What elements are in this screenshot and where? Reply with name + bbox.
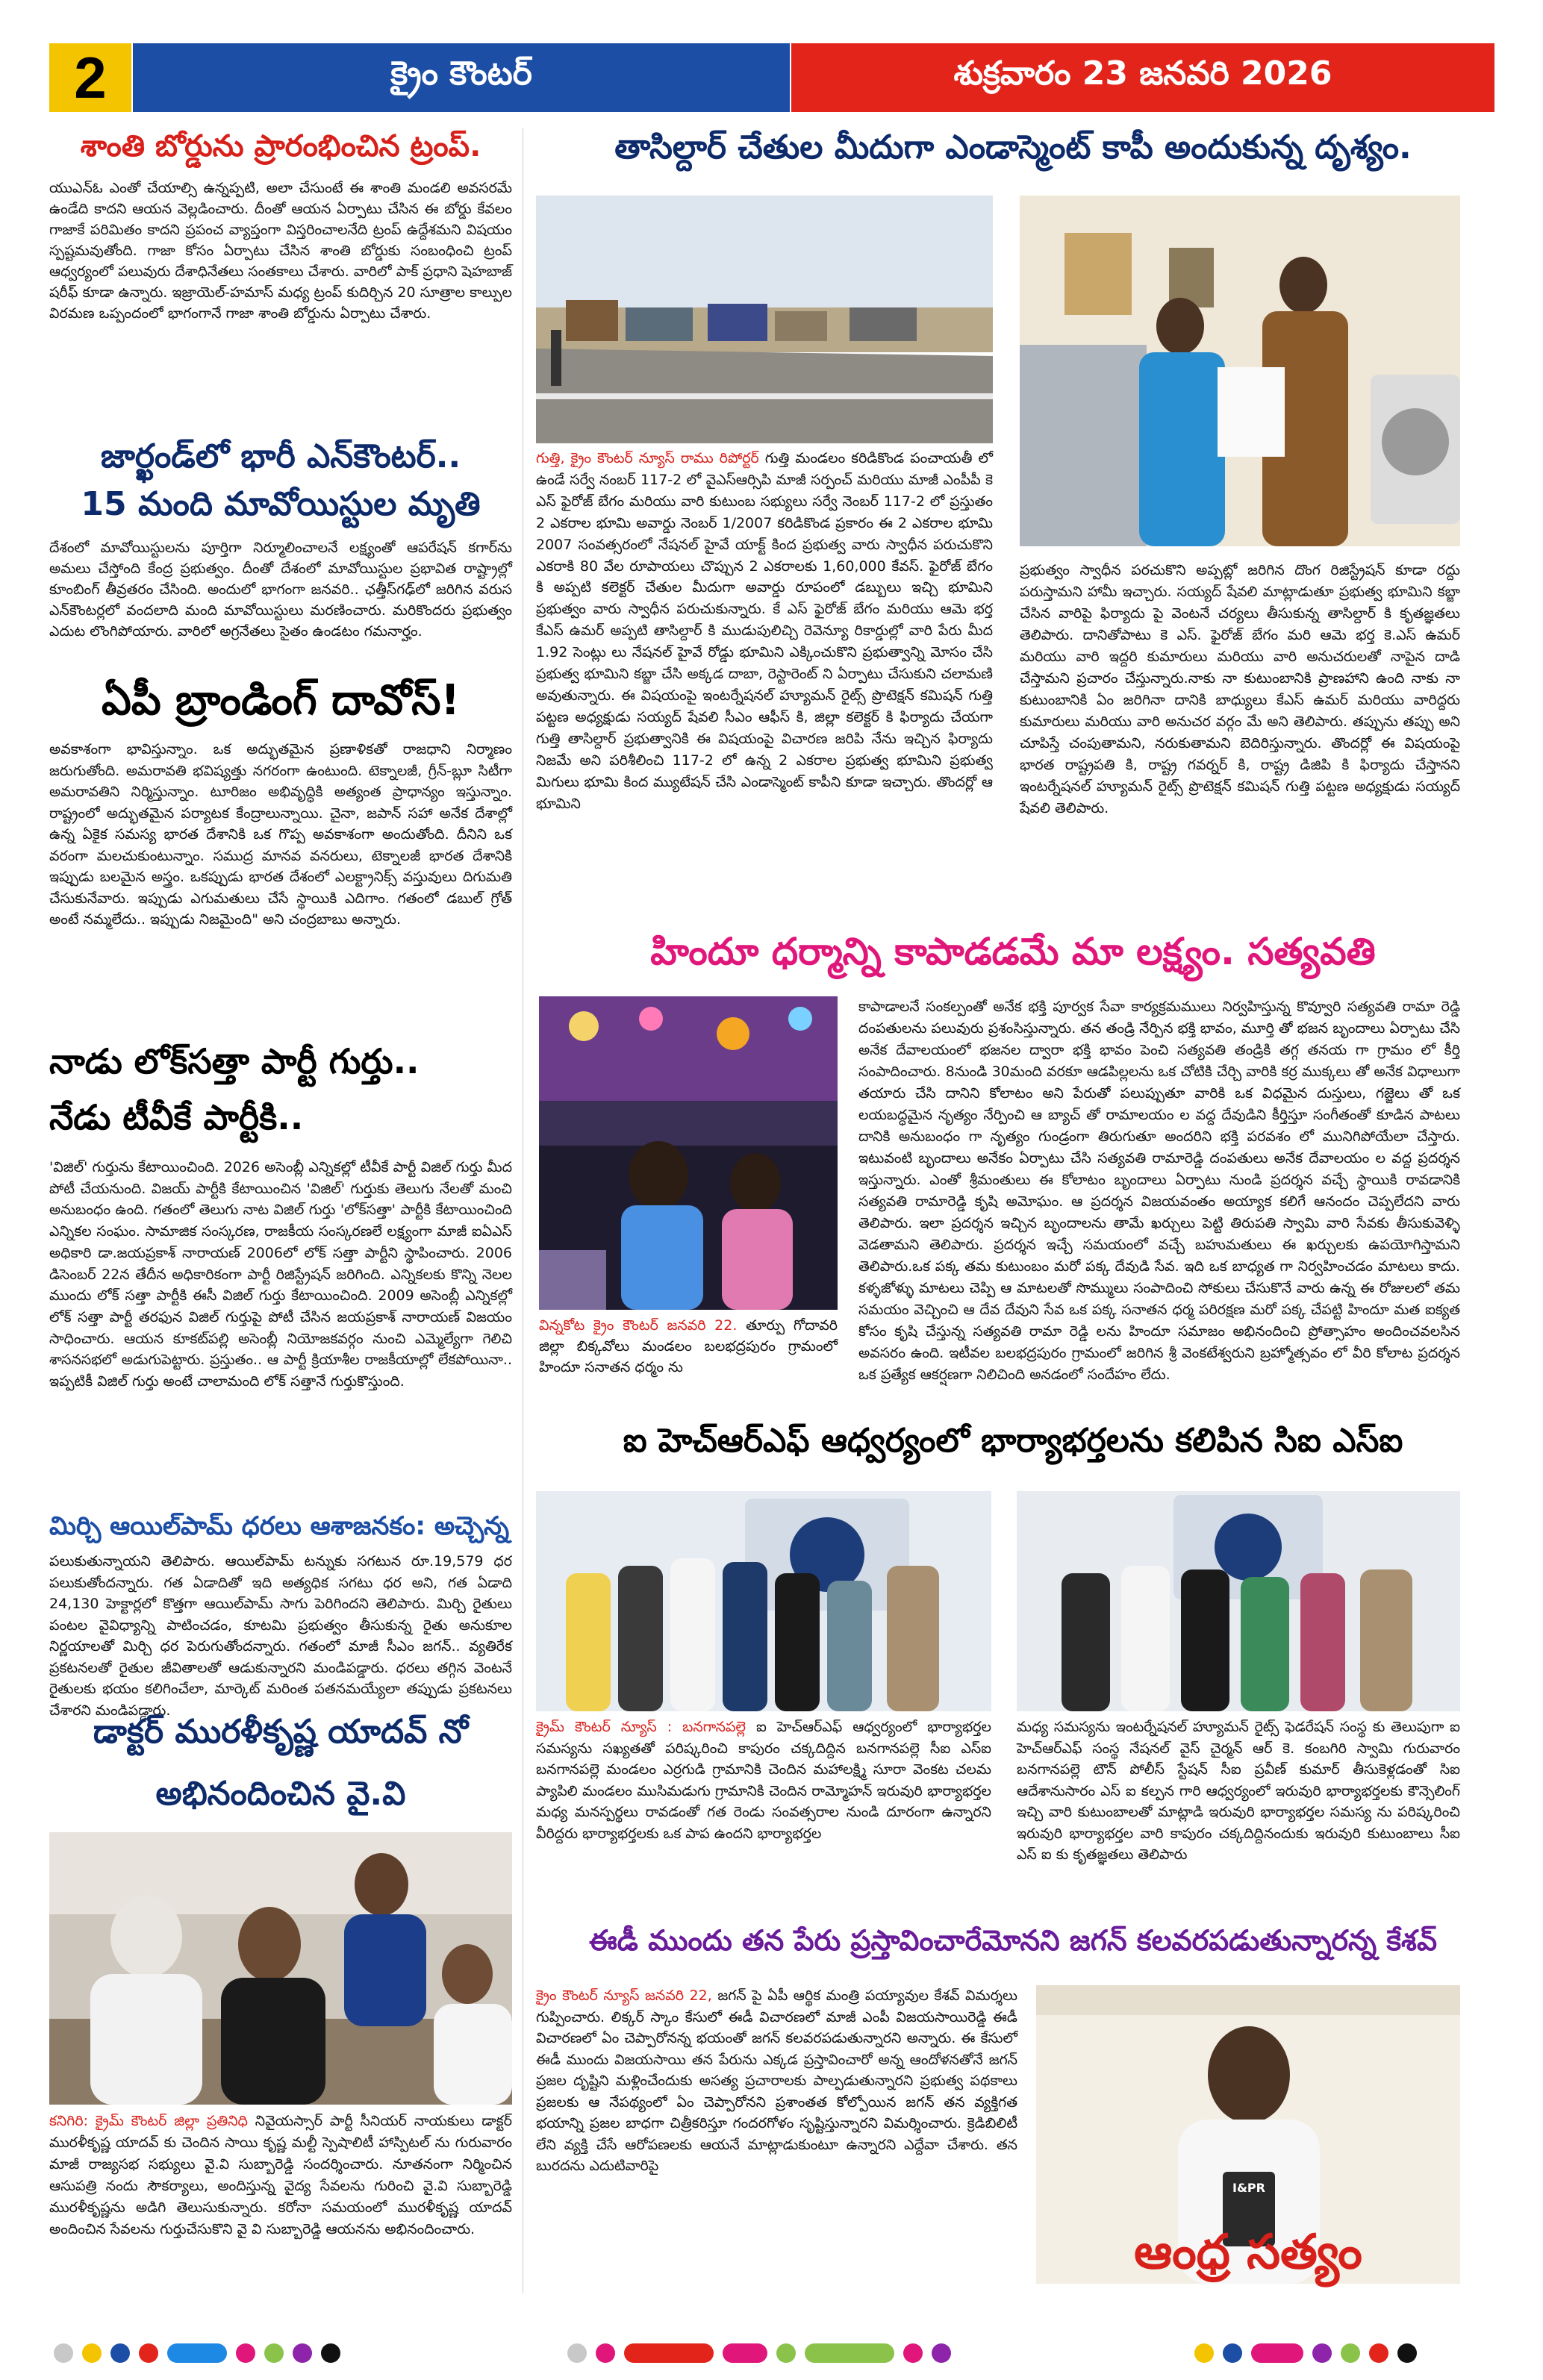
jharkhand-headline-1: జార్ఖండ్‌లో భారీ ఎన్‌కౌంటర్.. [100, 437, 461, 475]
hindu-headline: హిందూ ధర్మాన్ని కాపాడడమే మా లక్ష్యం. సత్యవతి [650, 930, 1376, 973]
footer-color-mark [903, 2343, 923, 2363]
footer-color-mark [596, 2343, 615, 2363]
footer-color-mark [776, 2343, 796, 2363]
footer-color-mark [1341, 2343, 1360, 2363]
footer-color-mark [139, 2343, 158, 2363]
mirchi-body: పలుకుతున్నాయని తెలిపారు. ఆయిల్‌పామ్ టన్నుకు సగటున రూ.19,579 ధర పలుకుతోందన్నారు. గత ఏడాదితో ఇది అత్యధిక సగటు ధర అని, గత ఏడాది 24,130 హెక్టార్లలో కొత్తగా ఆయిల్‌పామ్ సాగు పెరిగిందని తెలిపారు. మిర్చి రైతులు పంటల వైవిధ్యాన్ని పాటించడం, కూటమి ప్రభుత్వం తీసుకున్న రైతు అనుకూల నిర్ణయాలతో మిర్చి ధర పెరుగుతోందన్నారు. గతంలో మాజీ సీఎం జగన్.. వ్యతిరేక ప్రకటనలతో రైతుల జీవితాలతో ఆడుకున్నారని మండిపడ్డారు. ధరలు తగ్గిన వెంటనే రైతులకు భయం కలిగించేలా, మార్కెట్ మరింత పతనమయ్యేలా తప్పుడు ప్రకటనలు చేశారని మండిపడ్డారు. [49, 1553, 512, 1719]
jharkhand-body: దేశంలో మావోయిస్టులను పూర్తిగా నిర్మూలించాలనే లక్ష్యంతో ఆపరేషన్ కగార్‌ను అమలు చేస్తోంది కేంద్ర ప్రభుత్వం. దీంతో దేశంలో మావోయిస్టుల ప్రభావిత రాష్ట్రాల్లో కూంబింగ్ తీవ్రతరం చేసింది. అందులో భాగంగా జనవరి.. ఛత్తీస్‌గఢ్‌లో జరిగిన వరుస ఎన్‌కౌంటర్లలో వందలాది మంది మావోయిస్టులు మరణించారు. మరికొందరు ప్రభుత్వం ఎదుట లొంగిపోయారు. వారిలో అగ్రనేతలు సైతం ఉండటం గమనార్హం. [49, 540, 512, 640]
tahsildar-body-left [536, 448, 993, 925]
footer-color-mark [805, 2343, 894, 2363]
footer-color-mark [567, 2343, 587, 2363]
kolatam-photo [539, 996, 838, 1310]
footer-color-mark [54, 2343, 73, 2363]
murali-headline-1: డాక్టర్ మురళీకృష్ణ యాదవ్ నో [93, 1713, 469, 1751]
kolatam-photo-art [539, 996, 838, 1310]
footer-color-mark [264, 2343, 284, 2363]
footer-color-mark [236, 2343, 255, 2363]
footer-color-mark [110, 2343, 130, 2363]
endowment-handover-photo-art [1020, 196, 1460, 546]
jharkhand-headline-2: 15 మంది మావోయిస్టుల మృతి [81, 485, 481, 523]
loksatta-headline-1: నాడు లోక్‌సత్తా పార్టీ గుర్తు.. [49, 1041, 420, 1081]
murali-photo-art [49, 1832, 512, 2105]
highway-land-photo-art [536, 196, 993, 443]
ihrf-body-left-text: ఐ హెచ్ఆర్ఎఫ్ ఆధ్వర్యంలో భార్యాభర్తల సమస్యను సఖ్యతతో పరిష్కరించి కాపురం చక్కదిద్దిన బనగానపల్లె సీఐ ఎస్ఐ బనగానపల్లె మండలం ఎర్రగుడి గ్రామానికి చెందిన మహాలక్ష్మి సూరా వెంకట చలమ ప్యాపిలి మండలం ముసిమడుగు గ్రామానికి చెందిన రామ్మోహన్ ఇరువురి భార్యాభర్తల మధ్య మనస్పర్థలు రావడంతో గత రెండు సంవత్సరాల నుండి దూరంగా ఉన్నారని వీరిద్దరు భార్యాభర్తలకు ఒక పాప ఉందని భార్యాభర్తల [536, 1719, 991, 1842]
loksatta-headline-2: నేడు టీవీకే పార్టీకి.. [49, 1097, 304, 1137]
footer-color-mark [1397, 2343, 1417, 2363]
footer-color-mark [82, 2343, 102, 2363]
ihrf-body-right: మధ్య సమస్యను ఇంటర్నేషనల్ హ్యూమన్ రైట్స్ ఫెడరేషన్ సంస్థ కు తెలుపుగా ఐ హెచ్ఆర్ఎఫ్ సంస్థ నేషనల్ వైస్ చైర్మన్ ఆర్ కె. కంబగిరి స్వామి గురువారం బనగానపల్లె టౌన్ పోలీస్ స్టేషన్ సీఐ ప్రవీణ్ కుమార్ తీసుకెళ్లడంతో సిఐ ఆదేశానుసారం ఎస్ ఐ కల్పన గారి ఆధ్వర్యంలో ఇరువురి భార్యాభర్తలకు కౌన్సెలింగ్ ఇచ్చి వారి కుటుంబాలతో మాట్లాడి ఇరువురి భార్యాభర్తల సమస్య ను పరిష్కరించి ఇరువురి భార్యాభర్తల వారి కాపురం చక్కదిద్దినందుకు ఇరువురి కుటుంబాలు సీఐ ఎస్ ఐ కు కృతజ్ఞతలు తెలిపారు [1017, 1719, 1461, 1863]
tahsildar-body-left-text: గుత్తి మండలం కరిడికొండ పంచాయతీ లో ఉండే సర్వే నంబర్ 117-2 లో వైఎస్ఆర్సిపి మాజీ సర్పంచ్ మరియు మాజీ ఎంపీపీ కె ఎస్ ఫైరోజ్ బేగం మరియు వారి కుటుంబ సభ్యులు సర్వే నెంబర్ 117-2 లో ప్రస్తుతం 2 ఎకరాల భూమి అవార్డు నెంబర్ 1/2007 కరిడికొండ ప్రకారం ఈ 2 ఎకరాల భూమి 2007 సంవత్సరంలో నేషనల్ హైవే యాక్ట్ కింద ప్రభుత్వ వారు స్వాధీన పరుచుకొని ఎకరాకి 80 వేల రూపాయలు చొప్పున 2 ఎకరాలకు 1,60,000 కేవస్. ఫైరోజ్ బేగం కి అప్పటి కలెక్టర్ చేతుల మీదుగా అవార్డు రూపంలో డబ్బులు ఇచ్చి భూమిని ప్రభుత్వం వారు స్వాధీన పరుచుకున్నారు. కే ఎస్ ఫైరోజ్ బేగం మరియు ఆమె భర్త కేఎస్ ఉమర్ అప్పటి తాసిల్దార్ కి ముడుపులిచ్చి రెవెన్యూ రికార్డుల్లో వారి పేరు మీద 1.92 సెంట్లు లు నేషనల్ హైవే రోడ్డు భూమిని ఎక్కించుకొని ప్రభుత్వాన్ని మోసం చేసి ప్రభుత్వ భూమిని కబ్జా చేసి అక్కడ దాబా, రెస్టారెంట్ ని ఏర్పాటు చేసుకుని చలామణి అవుతున్నారు. ఈ విషయంపై ఇంటర్నేషనల్ హ్యూమన్ రైట్స్ ప్రొటెక్షన్ కమిషన్ గుత్తి పట్టణ అధ్యక్షుడు సయ్యద్ షేవలి సీఎం ఆఫీస్ కి, జిల్లా కలెక్టర్ కి ఫిర్యాదు చేయగా గుత్తి తాసిల్దార్ ప్రభుత్వానికి ఈ విషయంపై విచారణ జరిపి నేను ఇచ్చిన ఫిర్యాదు నిజమే అని పరిశీలించి 117-2 లో ఉన్న 2 ఎకరాల ప్రభుత్వ భూమిని ప్రభుత్వ మిగులు భూమి కింద మ్యుటేషన్ చేసి ఎండాస్మెంట్ కాపీని కూడా ఇచ్చారు. తొందర్లో ఆ భూమిని [536, 450, 993, 812]
footer-color-mark [1194, 2343, 1214, 2363]
tahsildar-headline: తాసిల్దార్ చేతుల మీదుగా ఎండాస్మెంట్ కాపీ అందుకున్న దృశ్యం. [614, 128, 1412, 166]
footer-color-mark [1251, 2343, 1303, 2363]
footer-color-mark [1369, 2343, 1388, 2363]
tahsildar-body-right: ప్రభుత్వం స్వాధీన పరచుకొని అప్పట్లో జరిగిన దొంగ రిజిస్ట్రేషన్ కూడా రద్దు పరుస్తామని హామీ ఇచ్చారు. సయ్యద్ షేవలి మాట్లాడుతూ ప్రభుత్వ భూమిని కబ్జా చేసిన వారిపై ఫిర్యాదు పై వెంటనే చర్యలు తీసుకున్న తాసిల్దార్ కి కృతజ్ఞతలు తెలిపారు. దానితోపాటు కె ఎస్. ఫైరోజ్ బేగం మరి ఆమె భర్త కె.ఎస్ ఉమర్ మరియు వారి ఇద్దరి కుమారులు మరియు వారి అనుచరులతో నాపైన దాడి చేస్తామని ప్రచారం చేస్తున్నారు.నాకు నా కుటుంబానికి ప్రాణహాని ఉంది నాకు నా కుటుంబానికి ఏం జరిగినా దానికి బాధ్యులు కేఎస్ ఉమర్ మరియు వారిద్దరు కుమారులు మరియు వారి అనుచర వర్గం మే అని తెలిపారు. తప్పును తప్పు అని చూపిస్తే చంపుతామని, నరుకుతామని బెదిరిస్తున్నారు. తొందర్లో ఈ విషయంపై భారత రాష్ట్రపతి కి, రాష్ట్ర గవర్నర్ కి, రాష్ట్ర డిజిపి కి ఫిర్యాదు చేస్తానని ఇంటర్నేషనల్ హ్యూమన్ రైట్స్ ప్రొటెక్షన్ కమిషన్ గుత్తి పట్టణ అధ్యక్షుడు సయ్యద్ షేవలి తెలిపారు. [1020, 562, 1460, 816]
press-meet-photo [1036, 1985, 1460, 2284]
ihrf-photo-right-art [1017, 1491, 1460, 1711]
ihrf-headline: ఐ హెచ్ఆర్ఎఫ్ ఆధ్వర్యంలో భార్యాభర్తలను కలిపిన సిఐ ఎస్ఐ [623, 1422, 1403, 1460]
murali-caption-lead: కనిగిరి: క్రైమ్ కౌంటర్ జిల్లా ప్రతినిధి [49, 2113, 248, 2129]
hindu-caption [539, 1315, 838, 1427]
press-banner-text: ఆంధ్ర సత్యం [1134, 2225, 1362, 2280]
ed-jagan-caption-lead: క్రైం కౌంటర్ న్యూస్ జనవరి 22, [536, 1987, 712, 2004]
tahsildar-caption-lead: గుత్తి, క్రైం కౌంటర్ న్యూస్ రాము రిపోర్టర్ [536, 450, 759, 466]
trump-headline: శాంతి బోర్డును ప్రారంభించిన ట్రంప్. [80, 129, 481, 163]
ihrf-photo-left [536, 1491, 991, 1711]
ap-davos-body: అవకాశంగా భావిస్తున్నాం. ఒక అద్భుతమైన ప్రణాళికతో రాజధాని నిర్మాణం జరుగుతోంది. అమరావతి భవిష్యత్తు నగరంగా ఉంటుంది. టెక్నాలజీ, గ్రీన్-బ్లూ సిటీగా అమరావతిని నిర్మిస్తున్నాం. టూరిజం అభివృద్ధికి అత్యంత ప్రాధాన్యం ఇస్తున్నాం. రాష్ట్రంలో అద్భుతమైన పర్యాటక కేంద్రాలున్నాయి. చైనా, జపాన్ సహా అనేక దేశాల్లో ఉన్న ఏకైక సమస్య భారత దేశానికి ఒక గొప్ప అవకాశంగా అందుతోంది. దీనిని ఒక వరంగా మలచుకుంటున్నాం. సముద్ర మానవ వనరులు, టెక్నాలజీ భారత దేశానికి ఇప్పుడు బలమైన అస్త్రం. ఒకప్పుడు భారత దేశంలో ఎలక్ట్రానిక్స్ వస్తువులు దిగుమతి చేసుకునేవారు. ఇప్పుడు ఎగుమతులు చేసే స్థాయికి ఎదిగాం. గతంలో డబుల్ గ్రోత్ అంటే నమ్మలేదు.. ఇప్పుడు నిజమైంది" అని చంద్రబాబు అన్నారు. [49, 741, 512, 928]
footer-color-mark [1312, 2343, 1332, 2363]
murali-photo [49, 1832, 512, 2105]
ihrf-photo-left-art [536, 1491, 991, 1711]
ed-jagan-body [536, 1985, 1017, 2284]
endowment-handover-photo [1020, 196, 1460, 546]
loksatta-body: 'విజిల్' గుర్తును కేటాయించింది. 2026 అసెంబ్లీ ఎన్నికల్లో టీవీకే పార్టీ విజిల్ గుర్తు మీద పోటీ చేయనుంది. విజయ్ పార్టీకి కేటాయించిన 'విజిల్' గుర్తుకు తెలుగు నేలతో మంచి అనుబంధం ఉంది. గతంలో తెలుగు నాట విజిల్ గుర్తు 'లోక్‌సత్తా' పార్టీకి కేటాయించింది ఎన్నికల సంఘం. సామాజిక సంస్కరణ, రాజకీయ సంస్కరణలే లక్ష్యంగా మాజీ ఐఏఎస్ అధికారి డా.జయప్రకాశ్ నారాయణ్ 2006లో లోక్ సత్తా పార్టీని స్థాపించారు. 2006 డిసెంబర్ 22న తేదీన అధికారికంగా పార్టీ రిజిస్ట్రేషన్ జరిగింది. ఎన్నికలకు కొన్ని నెలల ముందు లోక్ సత్తా పార్టీకి ఈసీ విజిల్ గుర్తు కేటాయించింది. 2009 అసెంబ్లీ ఎన్నికల్లో లోక్ సత్తా పార్టీ తరఫున విజిల్ గుర్తుపై పోటీ చేసిన జయప్రకాశ్ నారాయణ్ విజయం సాధించారు. ఆయన కూకట్‌పల్లి అసెంబ్లీ నియోజకవర్గం నుంచి ఎమ్మెల్యేగా గెలిచి శాసనసభలో అడుగుపెట్టారు. ప్రస్తుతం.. ఆ పార్టీ క్రియాశీల రాజకీయాల్లో లేకపోయినా.. ఇప్పటికీ విజిల్ గుర్తు అంటే చాలామంది లోక్ సత్తానే గుర్తుకొస్తుంది. [49, 1159, 512, 1390]
murali-headline-2: అభినందించిన వై.వి [155, 1775, 406, 1813]
ed-jagan-body-text: జగన్ పై ఏపీ ఆర్థిక మంత్రి పయ్యావుల కేశవ్ విమర్శలు గుప్పించారు. లిక్కర్ స్కాం కేసులో ఈడీ విచారణలో మాజీ ఎంపీ విజయసాయిరెడ్డి ఈడీ విచారణలో ఏం చెప్పారోనన్న భయంతో జగన్ కలవరపడుతున్నారని అన్నారు. ఈ కేసులో ఈడీ ముందు విజయసాయి తన పేరును ఎక్కడ ప్రస్తావించారో అన్న ఆందోళనతోనే జగన్ ప్రజల దృష్టిని మళ్లించేందుకు అసత్య ప్రచారాలకు పాల్పడుతున్నారని ప్రభుత్వ పథకాలు ప్రజలకు ఆ నేపథ్యంలో ఏం చెప్పారోనని ప్రశాంతత కోల్పోయిన జగన్ తన వ్యక్తిగత భయాన్ని ప్రజల బాధగా చిత్రీకరిస్తూ గందరగోళం సృష్టిస్తున్నారని విమర్శించారు. క్రెడిబిలిటీ లేని వ్యక్తి చేసే ఆరోపణలకు ఆయనే మాట్లాడుకుంటూ ఉన్నారని ఎద్దేవా చేశారు. తన బురదను ఎదుటివారిపై [536, 1987, 1017, 2174]
mirchi-headline: మిర్చి ఆయిల్‌పామ్ ధరలు ఆశాజనకం: అచ్చెన్న [49, 1511, 510, 1541]
ihrf-photo-right [1017, 1491, 1460, 1711]
footer-color-mark [624, 2343, 714, 2363]
ed-jagan-headline: ఈడీ ముందు తన పేరు ప్రస్తావించారేమోనని జగన్ కలవరపడుతున్నారన్న కేశవ్ [589, 1924, 1437, 1957]
murali-body-text: నివైయస్సార్ పార్టీ సీనియర్ నాయకులు డాక్టర్ మురళీకృష్ణ యాదవ్ కు చెందిన సాయి కృష్ణ మల్టీ స్పెషాలిటీ హాస్పిటల్ ను గురువారం మాజీ రాజ్యసభ సభ్యులు వై.వి సుబ్బారెడ్డి సందర్శించారు. నూతనంగా నిర్మించిన ఆసుపత్రి నందు సౌకర్యాలు, అందిస్తున్న వైద్య సేవలను గురించి వై.వి సుబ్బారెడ్డి మురళీకృష్ణను అడిగి తెలుసుకున్నారు. కరోనా సమయంలో మురళీకృష్ణ యాదవ్ అందించిన సేవలను గుర్తుచేసుకొని వై వి సుబ్బారెడ్డి ఆయనను అభినందించారు. [49, 2113, 512, 2237]
podium-label: I&PR [1232, 2181, 1265, 2195]
highway-land-photo [536, 196, 993, 443]
murali-body [49, 2111, 512, 2312]
ap-davos-headline: ఏపీ బ్రాండింగ్ దావోస్! [102, 676, 460, 725]
footer-color-mark [932, 2343, 951, 2363]
hindu-caption-text: తూర్పు గోదావరి జిల్లా బిక్కవోలు మండలం బలభద్రపురం గ్రామంలో హిందూ సనాతన ధర్మం ను [539, 1317, 838, 1375]
hindu-caption-lead: విన్నకోట క్రైం కౌంటర్ జనవరి 22. [539, 1317, 738, 1334]
page-number: 2 [49, 43, 131, 112]
trump-body: యుఎన్ఓ ఎంతో చేయాల్సి ఉన్నప్పటి, అలా చేసుంటే ఈ శాంతి మండలి అవసరమే ఉండేది కాదని ఆయన వెల్లడించారు. దీంతో ఆయన ఏర్పాటు చేసిన ఈ బోర్డు కేవలం గాజాకే పరిమితం కాదని ప్రపంచ వ్యాప్తంగా విస్తరించాలనేది ట్రంప్ ఉద్దేశమని విషయం స్పష్టమవుతోంది. గాజా కోసం ఏర్పాటు చేసిన శాంతి బోర్డుకు సంబంధించి ట్రంప్ ఆధ్వర్యంలో పలువురు దేశాధినేతలు సంతకాలు చేశారు. వారిలో పాక్ ప్రధాని షెహబాజ్ షరీఫ్ కూడా ఉన్నారు. ఇజ్రాయెల్-హమాస్ మధ్య ట్రంప్ కుదిర్చిన 20 సూత్రాల కాల్పుల విరమణ ఒప్పందంలో భాగంగానే గాజా శాంతి బోర్డును ఏర్పాటు చేశారు. [49, 180, 512, 322]
footer-color-mark [167, 2343, 227, 2363]
footer-color-mark [723, 2343, 767, 2363]
paper-name: క్రైం కౌంటర్ [133, 43, 790, 112]
ihrf-body-left [536, 1717, 991, 1918]
issue-date: శుక్రవారం 23 జనవరి 2026 [791, 43, 1494, 112]
footer-color-mark [293, 2343, 312, 2363]
hindu-body: కాపాడాలనే సంకల్పంతో అనేక భక్తి పూర్వక సేవా కార్యక్రమములు నిర్వహిస్తున్న కొవ్వూరి సత్యవతి రామా రెడ్డి దంపతులను పలువురు ప్రశంసిస్తున్నారు. తన తండ్రి నేర్పిన భక్తి భావం, మూర్తి తో భజన బృందాలు ఏర్పాటు చేసి అనేక దేవాలయంలో భజనల ద్వారా భక్తి భావం పెంచి సత్యవతి తండ్రికి తగ్గ తనయ గా గ్రామం లో కీర్తి సంపాదించారు. 8నుండి 30మంది వరకూ ఆడపిల్లలను ఒక చోటికి చేర్చి వారికి కర్ర ముక్కలు తో అనేక విధాలుగా తయారు చేసి దానిని కోలాటం అని పేరుతో పలుప్పుతూ వారికి ఒక విధమైన దుస్తులు, గజ్జెలు తో ఒక లయబద్ధమైన నృత్యం నేర్పించి ఆ బ్యాచ్ తో రామాలయం ల వద్ద దేవుడిని కీర్తిస్తూ సంగీతంతో కూడిన పాటలు దానికి అనుబంధం గా నృత్యం గుండ్రంగా తిరుగుతూ అందరిని భక్తి పరవశం లో మునిగిపోయేలా చేస్తారు. ఇటువంటి బృందాలు అనేకం ఏర్పాటు చేసి సత్యవతి రామారెడ్డి దంపతులు అనేక దేవాలయం ల వద్ద ప్రదర్శన ఇస్తున్నారు. ఎంతో శ్రీమంతులు ఈ కోలాటం బృందాలు ఏర్పాటు నుండి ప్రదర్శన వచ్చే స్థాయికి రావడానికి సత్యవతి రామారెడ్డి కృషి అమోఘం. ఆ ప్రదర్శన విజయవంతం అయ్యాక కలిగే ఆనందం చెప్పలేదని వారు తెలిపారు. ఇలా ప్రదర్శన ఇచ్చిన బృందాలను తామే ఖర్చులు పెట్టి తిరుపతి స్వామి వారి సేవకు తీసుకువెళ్ళి వెడతామని తెలిపారు. ప్రదర్శన ఇచ్చే సమయంలో వచ్చే బహుమతులు ఈ ఖర్చులకు ఉపయోగిస్తామని తెలిపారు.ఒక పక్క తమ కుటుంబం మరో పక్క దేవుడి సేవ. ఇది ఒక బాధ్యత గా నిర్వహించడం మాటలు కాదు. కళ్ళజోళ్ళు మాటలు చెప్పి ఆ మాటలతో సొమ్ములు సంపాదించి సోకులు చేసుకొనే వారు ఉన్న ఈ రోజులలో తమ సమయం వెచ్చించి ఆ దేవ దేవుని సేవ ఒక పక్క సనాతన ధర్మ పరిరక్షణ మరో పక్క చేపట్టి హిందూ మత ఐక్యత కోసం కృషి చేస్తున్న సత్యవతి రామా రెడ్డి లను హిందూ సమాజం అభినందించి ప్రోత్సాహం అందించవలసిన అవసరం ఉంది. ఇటీవల బలభద్రపురం గ్రామంలో జరిగిన శ్రీ వెంకటేశ్వరుని బ్రహ్మోత్సవం లో వీరి కోలాట ప్రదర్శన ఒక ప్రత్యేక ఆకర్షణగా నిలిచింది అనడంలో సందేహం లేదు. [858, 999, 1460, 1383]
ihrf-caption-lead: క్రైమ్ కౌంటర్ న్యూస్ : బనగానపల్లె [536, 1719, 746, 1735]
footer-color-mark [1223, 2343, 1242, 2363]
footer-color-mark [321, 2343, 340, 2363]
